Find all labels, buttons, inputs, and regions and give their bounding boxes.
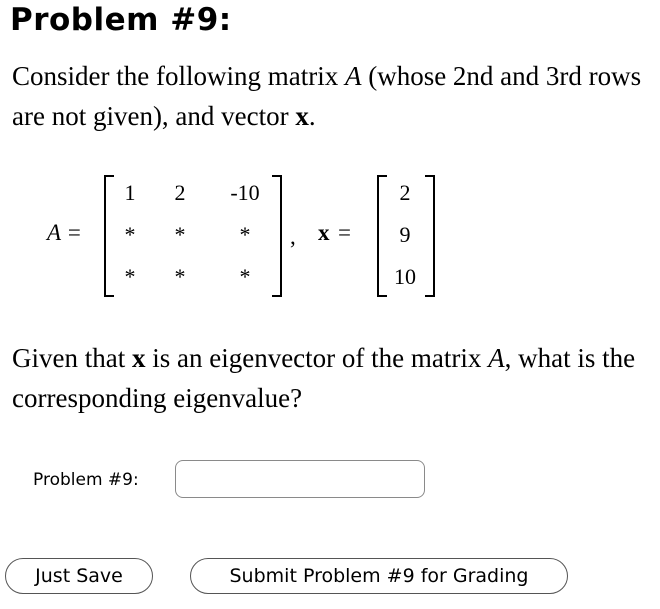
problem-heading: Problem #9:: [10, 2, 232, 38]
question-text-3: , what is the corresponding eigenvalue?: [12, 343, 636, 413]
submit-button[interactable]: Submit Problem #9 for Grading: [190, 558, 568, 594]
intro-text-3: .: [308, 101, 316, 131]
just-save-button[interactable]: Just Save: [5, 558, 153, 594]
answer-input[interactable]: [175, 460, 425, 498]
vector-cell-1: 2: [399, 180, 411, 205]
vector-cell-3: 10: [394, 264, 416, 289]
question-text-2: is an eigenvector of the matrix: [145, 343, 489, 373]
matrix-equation: [0, 170, 660, 300]
question-matrix-symbol: A: [488, 343, 505, 373]
matrix-cell-2-2: *: [174, 222, 186, 247]
vector-symbol: x: [295, 101, 309, 131]
matrix-cell-1-2: 2: [174, 180, 186, 205]
intro-text-2: (whose 2nd and 3rd rows are not given), and vector: [12, 61, 642, 131]
matrix-symbol: A: [344, 61, 362, 91]
problem-question: [12, 338, 652, 418]
matrix-label: A =: [47, 220, 82, 245]
matrix-separator: ,: [290, 224, 296, 249]
matrix-cell-3-3: *: [239, 264, 251, 289]
matrix-cell-1-3: -10: [230, 180, 260, 205]
intro-text-1: Consider the following matrix: [12, 61, 345, 91]
question-text-1: Given that: [12, 343, 132, 373]
question-vector-symbol: x: [131, 343, 146, 373]
vector-label: x: [318, 220, 330, 245]
matrix-cell-2-3: *: [239, 222, 251, 247]
vector-right-bracket: [425, 175, 435, 297]
matrix-right-bracket: [272, 175, 282, 297]
matrix-cell-2-1: *: [124, 222, 136, 247]
vector-equals: =: [338, 220, 351, 245]
answer-label: Problem #9:: [33, 470, 139, 490]
matrix-cell-3-2: *: [174, 264, 186, 289]
problem-intro: [12, 56, 652, 136]
matrix-cell-3-1: *: [124, 264, 136, 289]
matrix-cell-1-1: 1: [124, 180, 136, 205]
vector-cell-2: 9: [399, 222, 411, 247]
